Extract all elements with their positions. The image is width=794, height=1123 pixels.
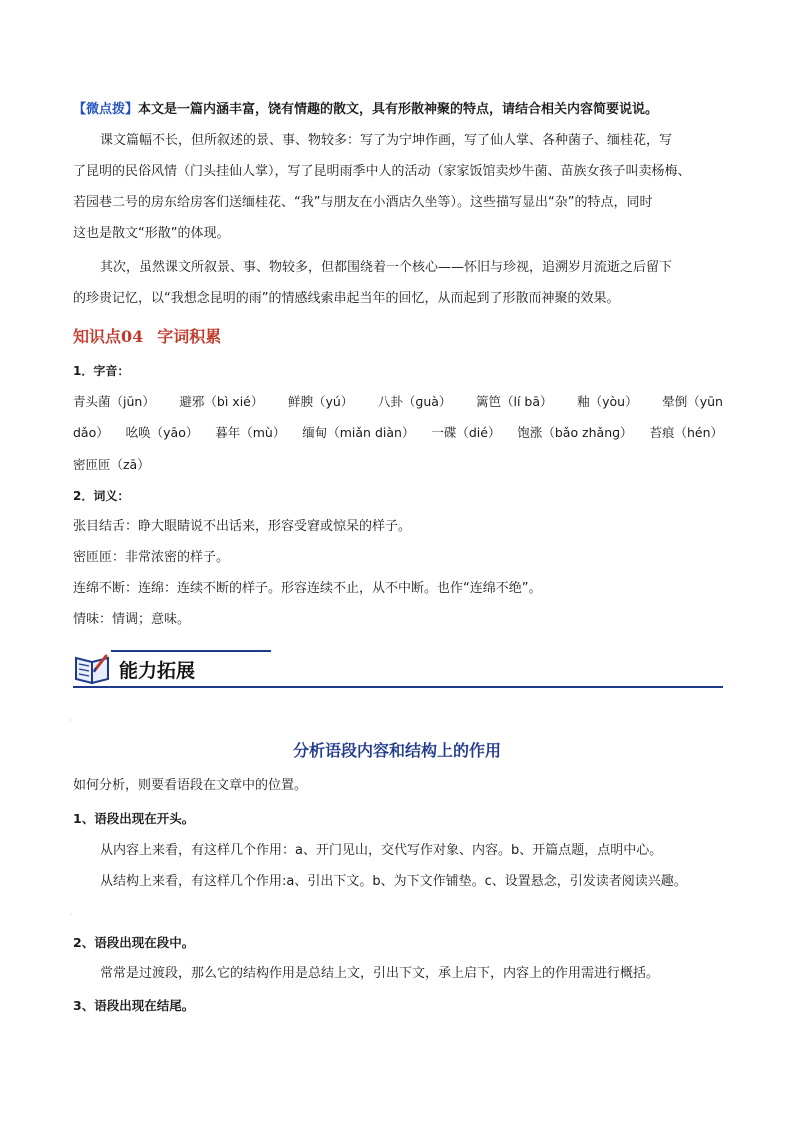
pronunciation-heading: 1．字音： bbox=[73, 364, 130, 378]
paragraph-line: 了昆明的民俗风情（门头挂仙人掌），写了昆明雨季中人的活动（家家饭馆卖炒牛菌、苗族女孩子叫卖杨梅、 bbox=[73, 164, 691, 179]
meaning-item: 密匝匝：非常浓密的样子。 bbox=[73, 550, 230, 565]
section-banner bbox=[73, 650, 723, 690]
meaning-item: 连绵不断：连绵：连续不断的样子。形容连续不止，从不中断。也作“连绵不绝”。 bbox=[73, 581, 542, 596]
pron-item: 缅甸（miǎn diàn） bbox=[302, 425, 415, 440]
question-line bbox=[73, 101, 658, 119]
paragraph-line: 其次，虽然课文所叙景、事、物较多，但都围绕着一个核心——怀旧与珍视，追溯岁月流逝之后留下 bbox=[100, 260, 673, 275]
pron-item: 八卦（ɡuà） bbox=[377, 394, 452, 409]
pron-item: 苔痕（hén） bbox=[649, 425, 723, 440]
section-heading: 2、语段出现在段中。 bbox=[73, 935, 195, 950]
banner-title: 能力拓展 bbox=[119, 660, 196, 682]
pron-item: 避邪（bì xié） bbox=[179, 394, 264, 409]
pronunciation-row bbox=[73, 393, 723, 411]
knowledge-point-heading bbox=[73, 324, 235, 347]
pron-item: 鲜腴（yú） bbox=[287, 394, 354, 409]
section-line: 从内容上来看，有这样几个作用：a、开门见山，交代写作对象、内容。b、开篇点题，点明中心。 bbox=[100, 843, 663, 858]
section-line: 常常是过渡段，那么它的结构作用是总结上文，引出下文，承上启下，内容上的作用需进行概括。 bbox=[100, 966, 660, 981]
pron-item: 饱涨（bǎo zhǎnɡ） bbox=[517, 425, 633, 440]
pron-item: 吆唤（yāo） bbox=[125, 425, 199, 440]
paragraph-line: 课文篇幅不长，但所叙述的景、事、物较多：写了为宁坤作画，写了仙人掌、各种菌子、缅桂花，写 bbox=[100, 133, 673, 148]
pronunciation-row bbox=[73, 456, 723, 474]
paragraph-line: 这也是散文“形散”的体现。 bbox=[73, 226, 230, 241]
pron-item: 一碟（dié） bbox=[431, 425, 501, 440]
section-heading: 3、语段出现在结尾。 bbox=[73, 998, 195, 1013]
meaning-item: 情味：情调；意味。 bbox=[73, 612, 191, 627]
paragraph-line: 若园巷二号的房东给房客们送缅桂花、“我”与朋友在小酒店久坐等）。这些描写显出“杂”的特点，同时 bbox=[73, 195, 653, 210]
pron-item: 晕倒（yūn bbox=[662, 394, 723, 409]
meaning-heading: 2．词义： bbox=[73, 489, 130, 503]
banner-bottom-rule bbox=[73, 686, 723, 688]
banner-top-rule bbox=[111, 650, 271, 652]
pron-item: 釉（yòu） bbox=[577, 394, 638, 409]
section-line: 从结构上来看，有这样几个作用:a、引出下文。b、为下文作铺垫。c、设置悬念，引发读者阅读兴趣。 bbox=[100, 874, 687, 889]
paragraph-line: 的珍贵记忆，以“我想念昆明的雨”的情感线索串起当年的回忆，从而起到了形散而神聚的效果。 bbox=[73, 291, 620, 306]
knowledge-point-label: 知识点04 bbox=[73, 327, 144, 346]
section-heading: 1、语段出现在开头。 bbox=[73, 811, 195, 826]
pron-item: 暮年（mù） bbox=[215, 425, 286, 440]
book-pen-icon bbox=[73, 650, 113, 686]
question-text: 本文是一篇内涵丰富，饶有情趣的散文，具有形散神聚的特点，请结合相关内容简要说说。 bbox=[138, 102, 659, 117]
analysis-intro: 如何分析，则要看语段在文章中的位置。 bbox=[73, 778, 308, 793]
knowledge-point-title: 字词积累 bbox=[157, 327, 222, 346]
bullet-mark: · bbox=[70, 716, 73, 725]
weidianbo-tag: 【微点拨】 bbox=[73, 102, 139, 117]
bullet-mark: · bbox=[70, 910, 73, 919]
pron-item: 青头菌（jūn） bbox=[73, 394, 155, 409]
pronunciation-row bbox=[73, 424, 723, 442]
meaning-item: 张目结舌：睁大眼睛说不出话来，形容受窘或惊呆的样子。 bbox=[73, 519, 412, 534]
analysis-title: 分析语段内容和结构上的作用 bbox=[292, 741, 501, 760]
pron-item: 密匝匝（zā） bbox=[73, 457, 150, 472]
pron-item: 篱笆（lí bā） bbox=[476, 394, 553, 409]
pron-item: dǎo） bbox=[73, 425, 109, 440]
